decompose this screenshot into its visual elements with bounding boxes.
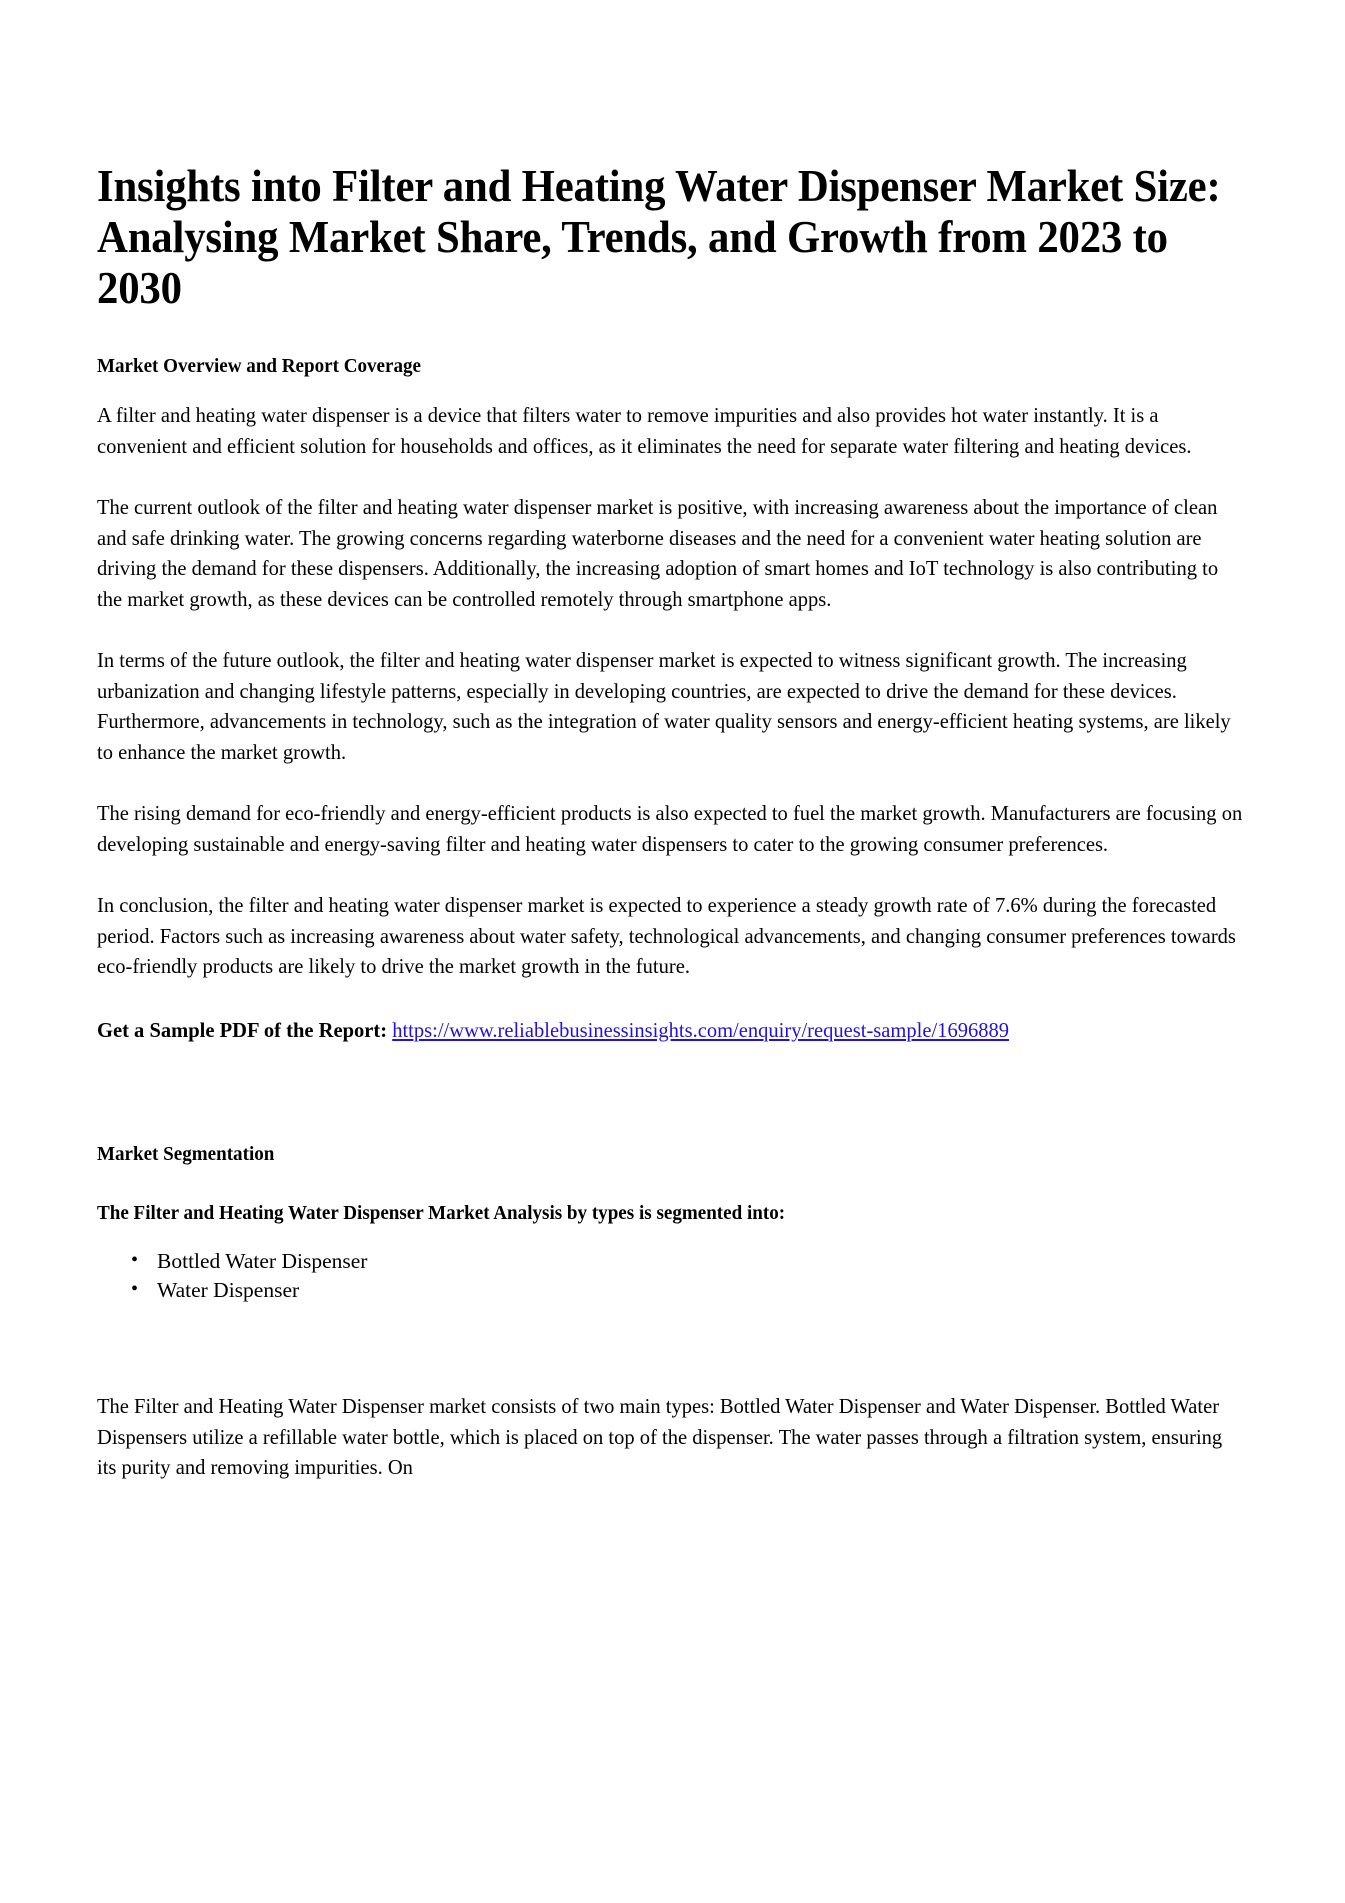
list-item-label: Bottled Water Dispenser xyxy=(157,1249,368,1273)
spacer xyxy=(97,767,1245,798)
paragraph-current-outlook: The current outlook of the filter and heating water dispenser market is positive, with increasing awareness about the importance of clean and safe drinking water. The growing concerns regarding waterborne diseases and the need for a convenient water heating solution are driving the demand for these dispensers. Additionally, the increasing adoption of smart homes and IoT technology is also contributing to the market growth, as these devices can be controlled remotely through smartphone apps. xyxy=(97,495,1219,611)
spacer xyxy=(97,1305,1245,1391)
heading-market-overview: Market Overview and Report Coverage xyxy=(97,355,422,377)
sample-pdf-label: Get a Sample PDF of the Report: xyxy=(97,1017,388,1042)
paragraph-types-description: The Filter and Heating Water Dispenser market consists of two main types: Bottled Water Dispenser and Water Dispenser. Bottled Water Dispensers utilize a refillable water bottle, which is placed on top of the dispenser. The water passes through a filtration system, ensuring its purity and removing impurities. On xyxy=(97,1394,1223,1479)
paragraph-future-outlook: In terms of the future outlook, the filter and heating water dispenser market is expected to witness significant growth. The increasing urbanization and changing lifestyle patterns, especially in developing countries, are expected to drive the demand for these devices. Furthermore, advancements in technology, such as the integration of water quality sensors and energy-efficient heating systems, are likely to enhance the market growth. xyxy=(97,648,1231,764)
paragraph-overview-definition: A filter and heating water dispenser is a device that filters water to remove impurities and also provides hot water instantly. It is a convenient and efficient solution for households and offices, as it eliminates the need for separate water filtering and heating devices. xyxy=(97,403,1192,458)
heading-market-segmentation: Market Segmentation xyxy=(97,1143,275,1165)
spacer xyxy=(97,1167,1245,1200)
spacer xyxy=(97,859,1245,890)
document-content xyxy=(97,160,1245,1483)
list-item xyxy=(155,1247,1245,1276)
page-title: Insights into Filter and Heating Water Dispenser Market Size: Analysing Market Share, Trends, and Growth from 2023 to 2030 xyxy=(97,160,1221,313)
spacer xyxy=(97,1226,1245,1247)
heading-types-segmentation: The Filter and Heating Water Dispenser Market Analysis by types is segmented into: xyxy=(97,1202,786,1224)
paragraph-eco-friendly-demand: The rising demand for eco-friendly and energy-efficient products is also expected to fuel the market growth. Manufacturers are focusing on developing sustainable and energy-saving filter and heating water dispensers to cater to the growing consumer preferences. xyxy=(97,801,1243,856)
paragraph-conclusion: In conclusion, the filter and heating water dispenser market is expected to experience a steady growth rate of 7.6% during the forecasted period. Factors such as increasing awareness about water safety, technological advancements, and changing consumer preferences towards eco-friendly products are likely to drive the market growth in the future. xyxy=(97,893,1236,978)
sample-pdf-line xyxy=(97,1015,1243,1046)
spacer xyxy=(97,982,1245,1015)
list-item xyxy=(155,1276,1245,1305)
spacer xyxy=(97,379,1245,400)
sample-pdf-link[interactable]: https://www.reliablebusinessinsights.com/enquiry/request-sample/1696889 xyxy=(392,1017,1010,1042)
spacer xyxy=(97,1045,1245,1141)
spacer xyxy=(97,614,1245,645)
spacer xyxy=(97,461,1245,492)
spacer xyxy=(97,313,1245,353)
types-list xyxy=(97,1247,1245,1305)
list-item-label: Water Dispenser xyxy=(157,1278,300,1302)
